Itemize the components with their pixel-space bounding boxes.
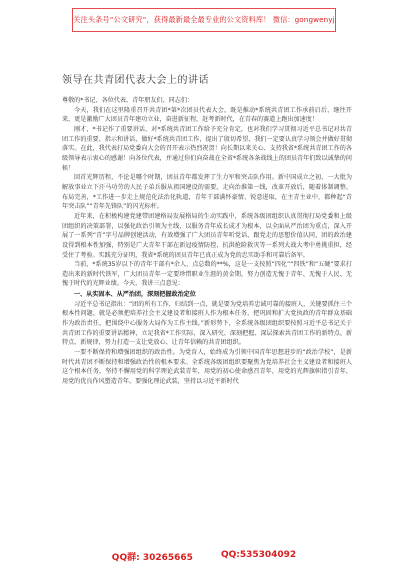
contact-footer [0, 550, 408, 563]
section-heading: 一、从实固本、从严治团，深刻把握政治定位 [74, 291, 196, 299]
greeting: 尊敬的*书记、各位代表、青年朋友们、同志们： [62, 97, 194, 104]
paragraph: 刚才，*书记作了重要讲话，对*系统共青团工作给予充分肯定，也对我们学习贯彻习近平总书记对共青团工作的重要、指示和讲话，做好*系统共青团工作，提出了殷切希望，我们一定要认真学习领会并做好贯彻落实。在此，我代表打局党委向大会的召开表示热烈祝贺！向长期以来关心、支持我省*系统共青团工作的各级领导表示衷心的感谢！向各位代表，并通过你们向奋战在全省*系统各条战线上的团员青年们致以诚挚的问候！ [62, 125, 352, 172]
paragraph: 回首光辉历程，不论是哪个时期，团员青年都发挥了生力军和突击队作用。新中国成立之初，一大批为解放事业立下汗马功劳的人民子弟兵服从祖国建设的需要，走向治淮第一线，改革开放后，随着体制调整、布局完善，*工作进一步走上规范化法治化轨道，青年干部满怀豪情、锐意进取，在主青主业中，都种起“青年突击队”“青年先锋队”的闪光标杆。 [62, 174, 352, 211]
paragraph: 一要不断保持和增强团组织的政治性。为党育人，始终成为引领中国青年思想进步的“政治学校”，是新时代共青团不断保持和增强政治性的根本要求。全系统各级团组织要聚焦为党培养社会主义建设者和接班人这个根本任务，坚持不懈用党的科学理论武装青年，用党的初心使命感召青年，用党的光辉旗帜指引青年，用党的优良作风塑造青年。要强化理论武装，坚持以习近平新时代 [62, 349, 352, 386]
paragraph: 今天，我们在这里隆重召开共青团*第*次团员代表大会，既是推动*系统共青团工作承前启后、继往开来，更是激励广大团员青年建功立业，奋进新征程，赶考新时代，在青春的赛道上跑出加速度！ [62, 106, 352, 124]
paragraph: 近年来，在积极构建党建带团建格局发展格局的生动实践中，系统各级团组织认真贯彻打局党委和上级团组织的决策部署，以强化政治引领为主线，以服务青年成长成才为根本，以全面从严治团为重点，深入开展了一系列“青”字号品牌创建活动，有效增强了广大团员青年听党话、跟党走的思想价值认同，团的政治建设得到根本性加强，特别是广大青年干部在新冠疫情防控、抗洪抢险救灾等一系列大战大考中勇挑重担，经受住了考验。实践充分证明，我省*系统的团员青年已真正成为党的忠实助手和可靠后备军。 [62, 212, 352, 259]
qq-number: QQ:535304092 [220, 550, 297, 560]
document-title: 领导在共青团代表大会上的讲话 [62, 75, 209, 86]
promo-banner[interactable] [72, 8, 336, 32]
qq-group-number: QQ群: 30265665 [111, 553, 193, 563]
document-body [62, 96, 352, 387]
paragraph: 当前，*系统35岁以下的青年干部有*余人，点总数的**%，这是一支按照“四化”“四铁”和“五硬”要求打造出来的新时代铁军，广大团员青年一定要珍惜职业生涯的黄金期，努力创造无愧于青年、无愧于人民、无愧于时代的光辉业绩。今天，我讲三点意见： [62, 261, 352, 288]
promo-banner-text: 关注头条号“公文研究”，获得最新最全最专业的公文资料库！ 微信：gongwenyj [73, 15, 335, 24]
paragraph: 习近平总书记指出：“团的所有工作，归结到一点，就是要为党培养忠诚可靠的接班人，关键要抓住三个根本性问题，就是必须把培养社会主义建设者和接班人作为根本任务，把巩固和扩大党执政的青年群众基础作为政治责任，把围绕中心服务大局作为工作主线。”新形势下，全系统各级团组织要按照习近平总书记关于共青团工作的重要讲话精神，立足我省*工作实际，深入研究、深刻把握、深层探索共青团工作的新特点、新特点、新规律，努力打造一支让党放心、让青年信赖的共青团组织。 [62, 300, 352, 347]
